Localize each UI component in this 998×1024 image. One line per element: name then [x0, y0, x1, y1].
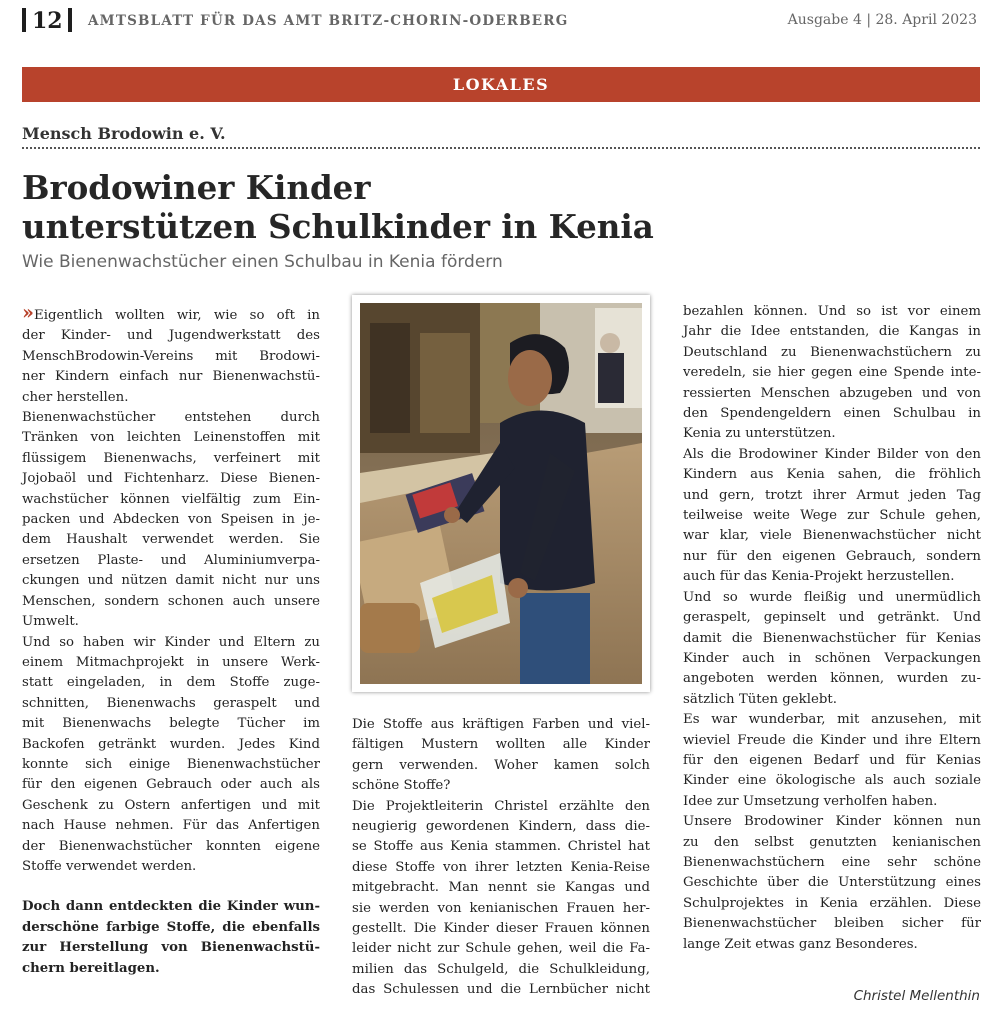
text-line: wachstücher können vielfältig zum Ein-	[22, 491, 320, 507]
header-divider	[22, 8, 26, 32]
text-line: sätzlich Tüten geklebt.	[683, 691, 837, 707]
text-line: geraspelt, gepinselt und getränkt. Und	[683, 610, 981, 626]
text-line: sie werden von kenianischen Frauen her-	[352, 900, 650, 916]
text-line: schöne Stoffe?	[352, 778, 451, 794]
text-line: Kinder eine ökologische als auch soziale	[683, 773, 981, 789]
text-line	[22, 302, 320, 326]
text-line: und gern, trotzt ihrer Armut jeden Tag	[683, 487, 981, 503]
paragraph	[683, 302, 981, 445]
article-column-3	[683, 302, 981, 955]
text-line: mit Bienenwachs belegte Tücher im	[22, 716, 320, 732]
text-line: statt eingeladen, in dem Stoffe zuge-	[22, 675, 320, 691]
text-line: Die Projektleiterin Christel erzählte den	[352, 798, 650, 814]
text-line: diese Stoffe von ihrer letzten Kenia-Reise	[352, 859, 650, 875]
text-line: konnte sich einige Bienenwachstücher	[22, 756, 320, 772]
header-divider	[68, 8, 72, 32]
text-line: nach Hause nehmen. Für das Anfertigen	[22, 818, 320, 834]
text-line: Menschen, sondern schonen auch unsere	[22, 593, 320, 609]
text-line: Idee zur Umsetzung verholfen haben.	[683, 793, 938, 809]
paragraph	[22, 633, 320, 878]
publication-title: AMTSBLATT FÜR DAS AMT BRITZ-CHORIN-ODERBERG	[88, 13, 569, 29]
text-line: Bienenwachstücher entstehen durch	[22, 410, 320, 426]
text-line: Jahr die Idee entstanden, die Kangas in	[683, 324, 981, 340]
headline	[22, 168, 762, 246]
text-line: Kindern aus Kenia sahen, die fröhlich	[683, 467, 981, 483]
paragraph	[352, 715, 650, 797]
paragraph	[22, 408, 320, 632]
article-column-2	[352, 715, 650, 1001]
text-line: MenschBrodowin-Vereins mit Brodowi-	[22, 348, 320, 364]
text-line: ressierten Menschen abzugeben und von	[683, 385, 981, 401]
text-line: war klar, viele Bienenwachstücher nicht	[683, 528, 981, 544]
text-line: den Spendengeldern einen Schulbau in	[683, 406, 981, 422]
text-line: Umwelt.	[22, 614, 79, 630]
paragraph	[683, 710, 981, 812]
text-line: fältigen Mustern wollten alle Kinder	[352, 737, 650, 753]
text-line: gestellt. Die Kinder dieser Frauen können	[352, 921, 650, 937]
text-line: teilweise weite Wege zur Schule gehen,	[683, 508, 981, 524]
text-line: mitgebracht. Man nennt sie Kangas und	[352, 880, 650, 896]
text-line: dem Haushalt verwendet werden. Sie	[22, 532, 320, 548]
dotted-divider	[22, 147, 980, 149]
text-line: zu den selbst genutzten kenianischen	[683, 834, 981, 850]
text-line: Und so wurde fleißig und unermüdlich	[683, 589, 981, 605]
text-line: chern bereitlagen.	[22, 960, 160, 976]
text-line: der Bienenwachstücher konnten eigene	[22, 838, 320, 854]
text-line: Unsere Brodowiner Kinder können nun	[683, 814, 981, 830]
headline-line: unterstützen Schulkinder in Kenia	[22, 207, 654, 246]
text-line: leider nicht zur Schule gehen, weil die Fa-	[352, 941, 650, 957]
paragraph	[683, 588, 981, 710]
paragraph	[352, 797, 650, 1001]
subheadline: Wie Bienenwachstücher einen Schulbau in Kenia fördern	[22, 252, 503, 272]
organization-label: Mensch Brodowin e. V.	[22, 124, 226, 143]
headline-line: Brodowiner Kinder	[22, 168, 371, 207]
text-line: damit die Bienenwachstücher für Kenias	[683, 630, 981, 646]
section-banner: LOKALES	[22, 67, 980, 102]
issue-info: Ausgabe 4 | 28. April 2023	[787, 12, 977, 28]
text-line: Geschenk zu Ostern anfertigen und mit	[22, 797, 320, 813]
text-line: neugierig gewordenen Kindern, dass die-	[352, 819, 650, 835]
text-line: bezahlen können. Und so ist vor einem	[683, 304, 981, 319]
paragraph	[683, 445, 981, 588]
text-line: Bienenwachstücher bleiben sicher für	[683, 916, 981, 932]
paragraph	[22, 302, 320, 408]
text-line: schnitten, Bienenwachs geraspelt und	[22, 695, 320, 711]
text-line: Als die Brodowiner Kinder Bilder von den	[683, 446, 981, 462]
text-line: gern verwenden. Woher kamen solch	[352, 757, 650, 773]
paragraph	[683, 812, 981, 955]
text-line: einem Mitmachprojekt in unsere Werk-	[22, 654, 320, 670]
text-line: cher herstellen.	[22, 389, 129, 405]
text-line: Geschichte über die Unterstützung eines	[683, 875, 981, 891]
text-line: Stoffe verwendet werden.	[22, 858, 197, 874]
text-line: Deutschland zu Bienenwachstüchern zu	[683, 344, 981, 360]
text-line: lange Zeit etwas ganz Besonderes.	[683, 936, 918, 952]
text-line: derschöne farbige Stoffe, die ebenfalls	[22, 919, 320, 935]
text-line: Bienenwachstüchern eine sehr schöne	[683, 854, 981, 870]
text-line: für den eigenen Gebrauch oder auch als	[22, 777, 320, 793]
text-line: ner Kindern einfach nur Bienenwachstü-	[22, 369, 320, 385]
page-header	[22, 8, 977, 36]
photo-child-workshop	[360, 303, 642, 684]
text-line: Doch dann entdeckten die Kinder wun-	[22, 899, 320, 915]
text-line: Die Stoffe aus kräftigen Farben und viel-	[352, 717, 650, 732]
text-line: se Stoffe aus Kenia stammen. Christel hat	[352, 839, 650, 855]
text-line: der Kinder- und Jugendwerkstatt des	[22, 328, 320, 344]
text-line: ckungen und nützen damit nicht nur uns	[22, 573, 320, 589]
text-line: Kinder auch in schönen Verpackungen	[683, 650, 981, 666]
text-line: für den eigenen Bedarf und für Kenias	[683, 752, 981, 768]
page-number: 12	[32, 8, 63, 34]
text-line: nur für den eigenen Gebrauch, sondern	[683, 548, 981, 564]
text-line: Und so haben wir Kinder und Eltern zu	[22, 634, 320, 650]
text-line: ersetzen Plaste- und Aluminiumverpa-	[22, 552, 320, 568]
author-byline: Christel Mellenthin	[853, 988, 980, 1004]
text-line: Kenia zu unterstützen.	[683, 426, 836, 442]
text-line: Es war wunderbar, mit anzusehen, mit	[683, 712, 981, 728]
text-line: packen und Abdecken von Speisen in je-	[22, 512, 320, 528]
chevron-right-icon: ››	[22, 300, 30, 324]
article-photo	[352, 295, 650, 692]
text-line: das Schulessen und die Lernbücher nicht	[352, 982, 650, 998]
text-line-content: Eigentlich wollten wir, wie so oft in	[34, 308, 320, 323]
text-line: angeboten werden können, wurden zu-	[683, 671, 981, 687]
text-line: zur Herstellung von Bienenwachstü-	[22, 940, 320, 956]
paragraph-emphasis	[22, 897, 320, 979]
text-line: flüssigem Bienenwachs, verfeinert mit	[22, 450, 320, 466]
text-line: Schulprojektes in Kenia erzählen. Diese	[683, 895, 981, 911]
text-line: Tränken von leichten Leinenstoffen mit	[22, 430, 320, 446]
text-line: Jojobaöl und Fichtenharz. Diese Bienen-	[22, 471, 320, 487]
text-line: wieviel Freude die Kinder und ihre Eltern	[683, 732, 981, 748]
text-line: milien das Schulgeld, die Schulkleidung,	[352, 961, 650, 977]
text-line: veredeln, sie hier gegen eine Spende inte-	[683, 365, 981, 381]
text-line: auch für das Kenia-Projekt herzustellen.	[683, 569, 955, 585]
article-column-1	[22, 302, 320, 979]
text-line: Backofen getränkt wurden. Jedes Kind	[22, 736, 320, 752]
